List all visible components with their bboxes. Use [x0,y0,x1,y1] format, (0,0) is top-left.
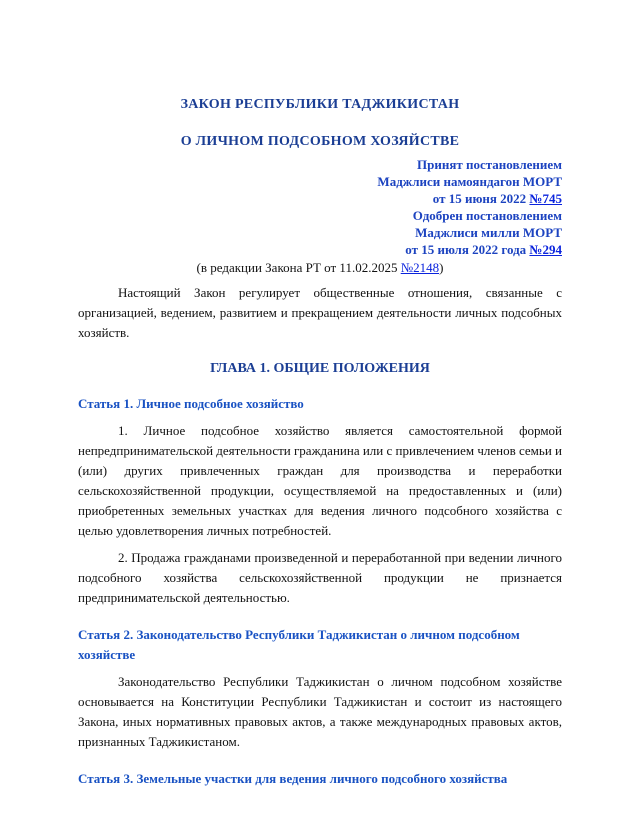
adoption-date-text: от 15 июня 2022 [432,191,530,206]
decree-745-link[interactable]: №745 [529,191,562,206]
adoption-date-text: от 15 июля 2022 года [405,242,530,257]
intro-paragraph: Настоящий Закон регулирует общественные отношения, связанные с организацией, ведением, развитием и прекращением деятельности личных подсобных хозяйств. [78,285,562,340]
adoption-block [78,156,562,258]
article-1-paragraph-2: 2. Продажа гражданами произведенной и переработанной при ведении личного подсобного хозяйства сельскохозяйственной продукции не признается предпринимательской деятельностью. [78,550,562,605]
adoption-line-date-745 [78,190,562,207]
adoption-line-date-294 [78,241,562,258]
adoption-line-accepted: Принят постановлением [417,157,562,172]
article-1-heading: Статья 1. Личное подсобное хозяйство [78,396,304,411]
edition-note-suffix: ) [439,260,444,275]
edition-note-prefix: (в редакции Закона РТ от 11.02.2025 [196,260,401,275]
adoption-line-majlisi-namoyandagon: Маджлиси намояндагон МОРТ [377,174,562,189]
edition-note [78,259,562,276]
article-2-heading: Статья 2. Законодательство Республики Таджикистан о личном подсобном хозяйстве [78,627,520,662]
article-3-heading: Статья 3. Земельные участки для ведения личного подсобного хозяйства [78,771,508,786]
adoption-line-approved: Одобрен постановлением [412,208,562,223]
decree-294-link[interactable]: №294 [529,242,562,257]
article-1-paragraph-1: 1. Личное подсобное хозяйство является самостоятельной формой непредпринимательской деятельности гражданина или с привлечением членов семьи и (или) других привлеченных граждан для производства и переработки сельскохозяйственной продукции, осуществляемой на предоставленных и (или) приобретенных земельных участках для ведения личного подсобного хозяйства с целью удовлетворения личных потребностей. [78,423,562,538]
chapter-1-heading: ГЛАВА 1. ОБЩИЕ ПОЛОЖЕНИЯ [210,361,430,376]
document-subtitle: О ЛИЧНОМ ПОДСОБНОМ ХОЗЯЙСТВЕ [180,134,460,149]
article-2-paragraph-1: Законодательство Республики Таджикистан о личном подсобном хозяйстве основывается на Конституции Республики Таджикистан и состоит из настоящего Закона, иных нормативных правовых актов, а также международных правовых актов, признанных Таджикистаном. [78,674,562,749]
document-title: ЗАКОН РЕСПУБЛИКИ ТАДЖИКИСТАН [180,97,460,112]
edition-2148-link[interactable]: №2148 [400,260,440,275]
adoption-line-majlisi-milli: Маджлиси милли МОРТ [415,225,562,240]
